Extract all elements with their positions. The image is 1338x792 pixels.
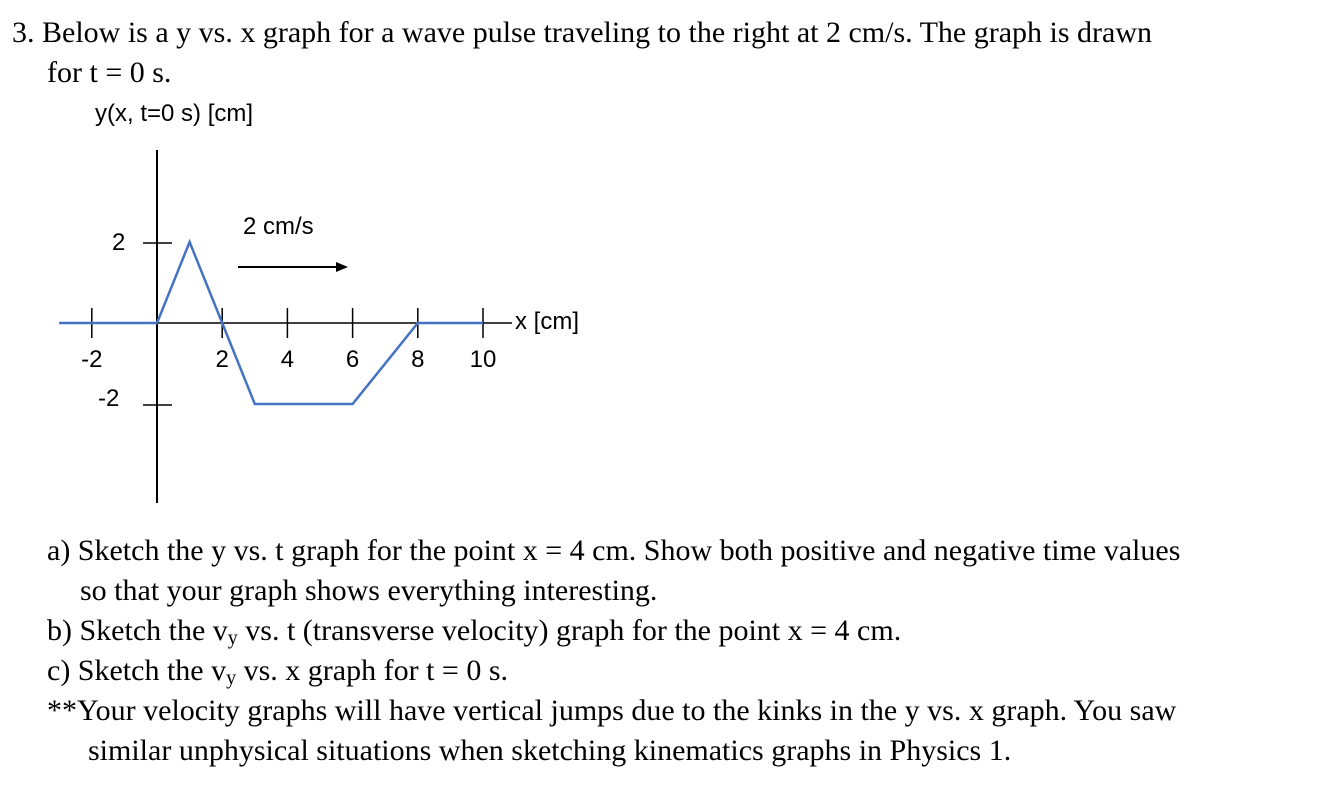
x-tick-label: 2 [215,346,229,373]
speed-label: 2 cm/s [243,213,314,240]
x-axis-label: x [cm] [515,308,579,335]
question-c [47,653,508,689]
problem-statement-cont: for t = 0 s. [47,56,172,89]
subscript: y [226,667,237,689]
question-b-prefix: b) Sketch the v [47,614,228,647]
x-tick-label: 4 [280,346,295,373]
x-tick-labels [81,346,496,373]
x-tick-label: 6 [345,346,360,373]
question-c-prefix: c) Sketch the v [47,654,227,687]
x-tick-label: 8 [411,346,425,373]
problem-statement: 3. Below is a y vs. x graph for a wave pulse traveling to the right at 2 cm/s. The graph is drawn [12,16,1153,49]
graph-y-axis-label: y(x, t=0 s) [cm] [95,100,254,127]
note-cont: similar unphysical situations when sketching kinematics graphs in Physics 1. [88,734,1012,767]
question-a-cont: so that your graph shows everything interesting. [80,574,658,607]
x-tick-label: -2 [81,346,103,373]
question-a: a) Sketch the y vs. t graph for the point x = 4 cm. Show both positive and negative time values [47,534,1181,567]
x-tick-label: 10 [469,346,497,373]
question-b [47,613,901,649]
question-b-suffix: vs. t (transverse velocity) graph for the point x = 4 cm. [237,614,902,647]
question-c-suffix: vs. x graph for t = 0 s. [236,654,508,687]
subscript: y [227,627,238,649]
arrow-head-icon [336,262,348,272]
y-tick-label: 2 [112,229,126,256]
note: **Your velocity graphs will have vertical jumps due to the kinks in the y vs. x graph. You saw [47,694,1177,727]
y-tick-label: -2 [98,385,120,412]
